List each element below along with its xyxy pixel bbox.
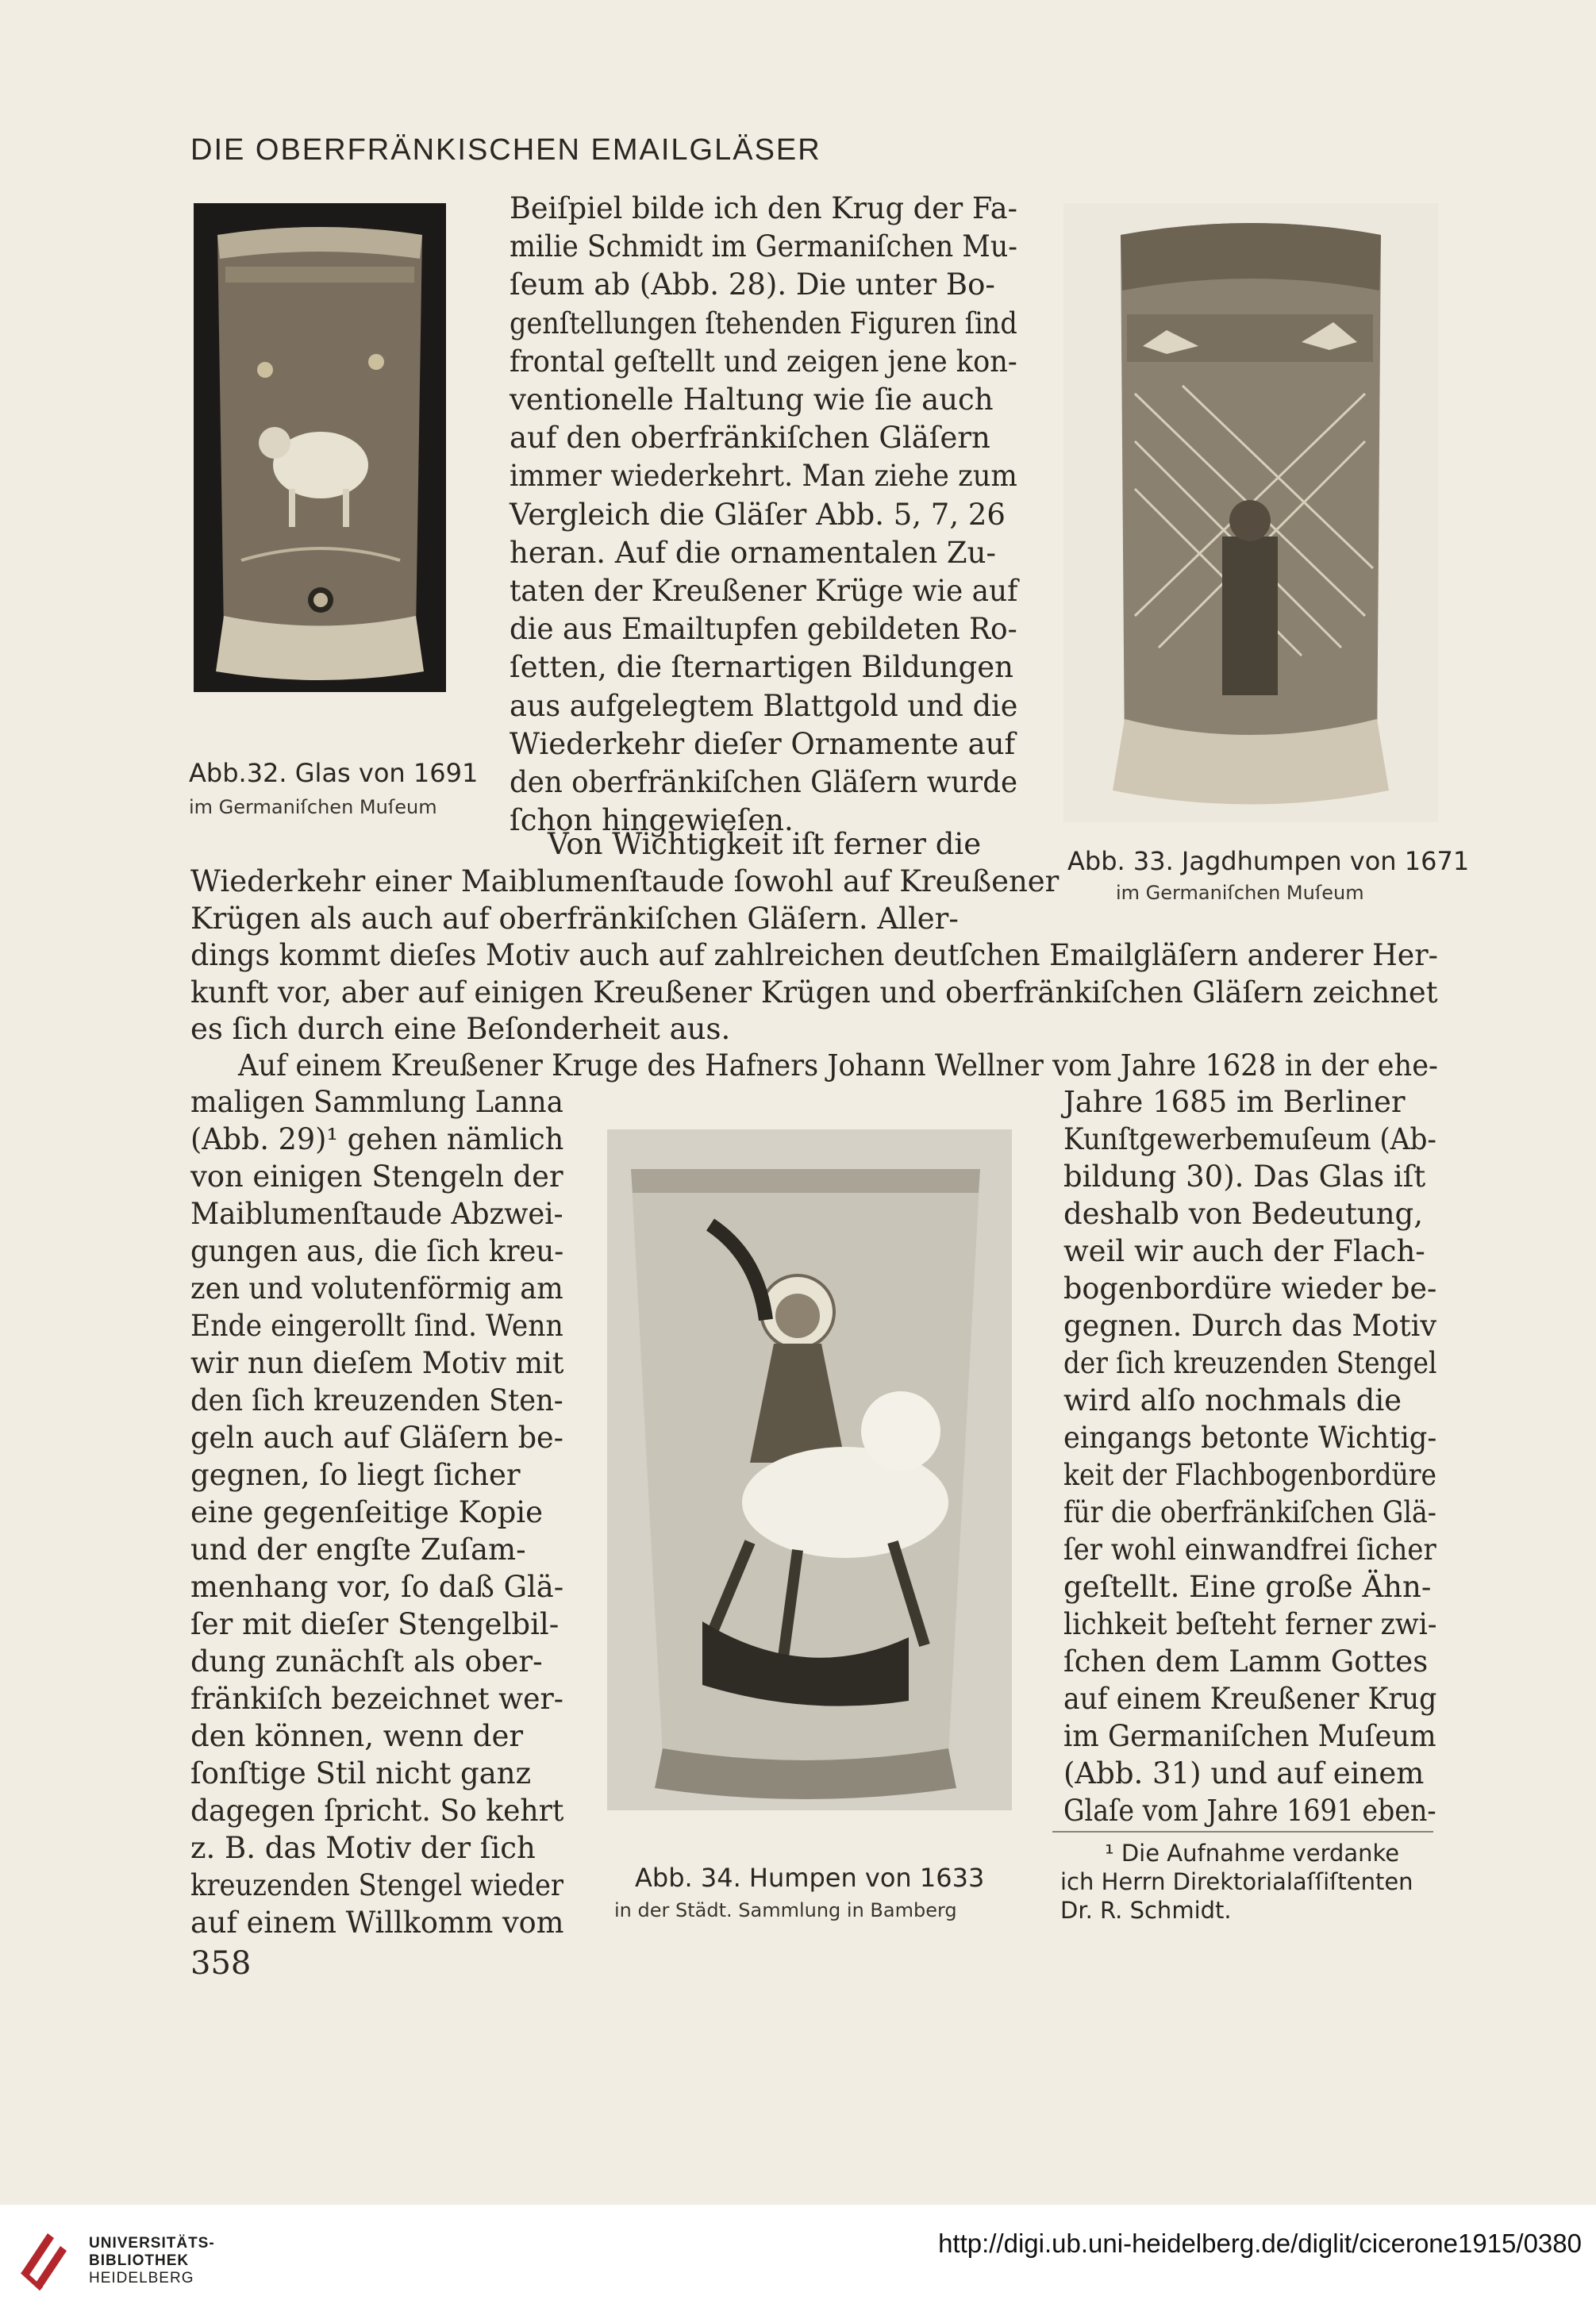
text-line: Kunſtgewerbemuſeum (Ab-	[1063, 1122, 1436, 1156]
text-line: gungen aus, die ſich kreu-	[190, 1234, 564, 1268]
text-line: (Abb. 29)¹ gehen nämlich	[190, 1122, 564, 1156]
text-line: (Abb. 31) und auf einem	[1063, 1756, 1425, 1790]
text-line: geln auch auf Gläſern be-	[190, 1421, 563, 1455]
footnote-line: Dr. R. Schmidt.	[1060, 1897, 1232, 1924]
figure-32-caption: Abb.32. Glas von 1691	[189, 758, 479, 788]
source-url-link[interactable]: http://digi.ub.uni-heidelberg.de/diglit/cicerone1915/0380	[938, 2229, 1582, 2258]
text-line: weil wir auch der Flach-	[1063, 1234, 1425, 1268]
page-number: 358	[190, 1945, 252, 1982]
text-line: milie Schmidt im Germaniſchen Mu-	[510, 229, 1017, 264]
text-line: fränkiſch bezeichnet wer-	[190, 1682, 563, 1716]
figure-33-subcaption: im Germaniſchen Muſeum	[1116, 882, 1364, 904]
footnote-line: ich Herrn Direktorialaſſiſtenten	[1060, 1868, 1413, 1895]
text-line: Maiblumenſtaude Abzwei-	[190, 1197, 563, 1231]
text-line: Vergleich die Gläſer Abb. 5, 7, 26	[510, 497, 1006, 532]
text-line: keit der Flachbogenbordüre	[1063, 1458, 1437, 1492]
text-line: auf einem Willkomm vom	[190, 1906, 564, 1940]
text-line: ſeum ab (Abb. 28). Die unter Bo-	[510, 267, 995, 302]
text-line: von einigen Stengeln der	[190, 1160, 563, 1194]
text-line: ſer wohl einwandfrei ſicher	[1063, 1533, 1436, 1567]
text-line: ventionelle Haltung wie ſie auch	[510, 383, 994, 417]
text-line: Auf einem Kreußener Kruge des Hafners Johann Wellner vom Jahre 1628 in der ehe-	[238, 1048, 1438, 1083]
footer-bar	[0, 2205, 1596, 2323]
text-line: Wiederkehr dieſer Ornamente auf	[510, 726, 1016, 761]
library-name-line-2: BIBLIOTHEK	[89, 2252, 190, 2269]
figure-34-photo	[607, 1129, 1012, 1810]
text-line: lichkeit beſteht ferner zwi-	[1063, 1607, 1437, 1641]
text-line: und der engſte Zuſam-	[190, 1533, 526, 1567]
text-line: der ſich kreuzenden Stengel	[1063, 1346, 1437, 1380]
text-line: genſtellungen ſtehenden Figuren ſind	[510, 306, 1017, 340]
library-name-line-1: UNIVERSITÄTS-	[89, 2235, 215, 2252]
text-line: Von Wichtigkeit iſt ferner die	[548, 827, 982, 861]
library-name-line-3: HEIDELBERG	[89, 2270, 194, 2286]
text-line: gegnen. Durch das Motiv	[1063, 1309, 1437, 1343]
text-line: maligen Sammlung Lanna	[190, 1085, 563, 1119]
text-line: wir nun dieſem Motiv mit	[190, 1346, 564, 1380]
text-line: bogenbordüre wieder be-	[1063, 1271, 1437, 1306]
text-line: dagegen ſpricht. So kehrt	[190, 1794, 564, 1828]
text-line: im Germaniſchen Muſeum	[1063, 1719, 1436, 1753]
text-line: aus aufgelegtem Blattgold und die	[510, 688, 1018, 723]
text-line: taten der Kreußener Krüge wie auf	[510, 574, 1018, 608]
text-line: dung zunächſt als ober-	[190, 1644, 543, 1679]
text-line: ſer mit dieſer Stengelbil-	[190, 1607, 560, 1641]
text-line: bildung 30). Das Glas iſt	[1063, 1160, 1426, 1194]
text-line: geſtellt. Eine große Ähn-	[1063, 1570, 1432, 1604]
figure-32-photo	[194, 203, 446, 692]
footnote-line: ¹ Die Aufnahme verdanke	[1105, 1840, 1400, 1867]
figure-32-subcaption: im Germaniſchen Muſeum	[189, 796, 437, 818]
text-line: den können, wenn der	[190, 1719, 524, 1753]
figure-34-subcaption: in der Städt. Sammlung in Bamberg	[614, 1899, 957, 1921]
text-line: eine gegenſeitige Kopie	[190, 1495, 544, 1529]
text-line: menhang vor, ſo daß Glä-	[190, 1570, 564, 1604]
text-line: zen und volutenförmig am	[190, 1271, 563, 1306]
figure-34-caption: Abb. 34. Humpen von 1633	[635, 1863, 985, 1893]
text-line: deshalb von Bedeutung,	[1063, 1197, 1423, 1231]
text-line: Beiſpiel bilde ich den Krug der Fa-	[510, 191, 1017, 225]
text-line: die aus Emailtupfen gebildeten Ro-	[510, 612, 1017, 647]
figure-33-caption: Abb. 33. Jagdhumpen von 1671	[1067, 846, 1470, 876]
text-line: kunft vor, aber auf einigen Kreußener Krügen und oberfränkiſchen Gläſern zeichnet	[190, 975, 1438, 1010]
text-line: gegnen, ſo liegt ſicher	[190, 1458, 521, 1492]
text-line: den ſich kreuzenden Sten-	[190, 1383, 563, 1417]
text-line: den oberfränkiſchen Gläſern wurde	[510, 765, 1018, 799]
text-line: heran. Auf die ornamentalen Zu-	[510, 535, 996, 570]
text-line: Krügen als auch auf oberfränkiſchen Gläſern. Aller-	[190, 901, 959, 936]
library-logo-icon	[17, 2225, 73, 2295]
text-line: kreuzenden Stengel wieder	[190, 1868, 564, 1902]
text-line: immer wiederkehrt. Man ziehe zum	[510, 459, 1017, 494]
text-line: für die oberfränkiſchen Glä-	[1063, 1495, 1436, 1529]
text-line: auf einem Kreußener Krug	[1063, 1682, 1437, 1716]
text-line: frontal geſtellt und zeigen jene kon-	[510, 344, 1017, 379]
text-line: ſchon hingewieſen.	[510, 803, 794, 838]
text-line: ſetten, die ſternartigen Bildungen	[510, 650, 1013, 685]
text-line: ſchen dem Lamm Gottes	[1063, 1644, 1429, 1679]
footnote-rule	[1052, 1831, 1433, 1833]
text-line: wird alſo nochmals die	[1063, 1383, 1402, 1417]
text-line: z. B. das Motiv der ſich	[190, 1831, 536, 1865]
text-line: es ſich durch eine Beſonderheit aus.	[190, 1012, 731, 1046]
figure-33-photo	[1063, 203, 1438, 822]
text-line: ſonſtige Stil nicht ganz	[190, 1756, 532, 1790]
text-line: dings kommt dieſes Motiv auch auf zahlreichen deutſchen Emailgläſern anderer Her-	[190, 938, 1438, 972]
text-line: Glaſe vom Jahre 1691 eben-	[1063, 1794, 1436, 1828]
text-line: eingangs betonte Wichtig-	[1063, 1421, 1437, 1455]
running-header: DIE OBERFRÄNKISCHEN EMAILGLÄSER	[190, 133, 821, 167]
text-line: Jahre 1685 im Berliner	[1063, 1085, 1406, 1119]
text-line: Wiederkehr einer Maiblumenſtaude ſowohl auf Kreußener	[190, 864, 1060, 898]
text-line: Ende eingerollt ſind. Wenn	[190, 1309, 563, 1343]
text-line: auf den oberfränkiſchen Gläſern	[510, 421, 990, 456]
